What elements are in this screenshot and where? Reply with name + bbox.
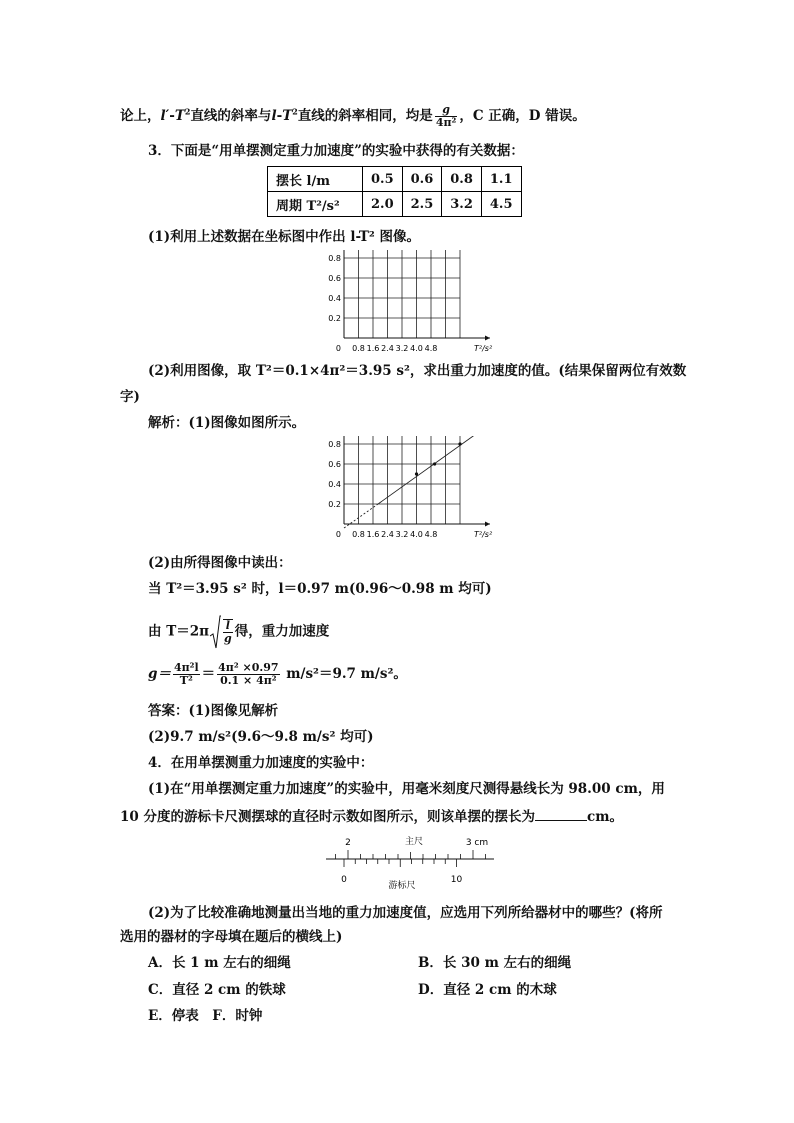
main-scale-label-2: 2 <box>345 838 351 848</box>
x-tick-label: 0.8 <box>352 344 365 353</box>
fraction-1: $\frac{\text{4π²l}}{\text{T²}}$ <box>173 661 199 687</box>
data-table <box>267 166 522 217</box>
x-tick-label: 2.4 <box>381 344 394 353</box>
vernier-caliper-diagram <box>324 832 498 890</box>
main-scale-title: 主尺 <box>404 837 424 847</box>
table-cell: 1.1 <box>481 167 521 192</box>
table-cell: 2.5 <box>402 192 442 217</box>
question-4-part-1: (1)在“用单摆测定重力加速度”的实验中，用毫米刻度尺测得悬线长为 98.00 cm，用 <box>148 781 665 797</box>
solution-grid-chart <box>318 436 504 540</box>
fraction-2: $\frac{\text{4π² ×0.97}}{\text{0.1 × 4π²}}$ <box>218 661 279 687</box>
sqrt-sign-icon <box>209 614 221 650</box>
data-point <box>433 462 436 465</box>
origin-label: 0 <box>335 530 341 539</box>
x-tick-label: 2.4 <box>381 530 394 539</box>
y-tick-label: 0.2 <box>328 314 341 323</box>
solution-2: (2)由所得图像中读出： <box>148 555 292 571</box>
option-b: B．长 30 m 左右的细绳 <box>418 955 572 971</box>
question-3-title: 3．下面是“用单摆测定重力加速度”的实验中获得的有关数据： <box>148 143 524 159</box>
question-4-title: 4．在用单摆测重力加速度的实验中： <box>148 755 374 771</box>
x-tick-label: 4.8 <box>424 344 438 353</box>
answer-blank[interactable] <box>535 808 587 821</box>
question-4-part-1-cont: 10 分度的游标卡尺测摆球的直径时示数如图所示，则该单摆的摆长为 cm。 <box>120 809 624 825</box>
y-tick-label: 0.4 <box>328 480 341 489</box>
table-cell: 0.5 <box>363 167 403 192</box>
x-axis-arrow-icon <box>485 336 490 341</box>
x-tick-label: 0.8 <box>352 530 365 539</box>
x-axis-label: T²/s² <box>474 530 493 539</box>
vernier-label-10: 10 <box>450 875 463 885</box>
table-cell: 2.0 <box>363 192 403 217</box>
data-point <box>415 472 418 475</box>
question-3-part-2: (2)利用图像，取 T²＝0.1×4π²＝3.95 s²，求出重力加速度的值。(结果保留两位有效数 <box>148 363 687 379</box>
option-a: A．长 1 m 左右的细绳 <box>148 955 291 971</box>
vernier-label-0: 0 <box>341 875 347 885</box>
solution-4: 由 T＝2π $\frac{l}{g}$ 得，重力加速度 <box>148 614 329 650</box>
vernier-scale-title: 游标尺 <box>388 881 416 890</box>
fraction-l-over-g: $\frac{l}{g}$ <box>224 619 232 645</box>
row-label-period: 周期 T²/s² <box>268 192 363 217</box>
y-tick-label: 0.4 <box>328 294 341 303</box>
empty-grid-chart <box>318 250 504 354</box>
y-tick-label: 0.2 <box>328 500 341 509</box>
question-3-part-2-cont: 字) <box>120 389 140 405</box>
x-tick-label: 1.6 <box>366 530 380 539</box>
y-tick-label: 0.8 <box>328 254 341 263</box>
main-scale-label-3cm: 3 cm <box>465 838 489 848</box>
table-row <box>268 167 522 192</box>
question-4-part-2-cont: 选用的器材的字母填在题后的横线上) <box>120 929 343 945</box>
question-3-part-1: (1)利用上述数据在坐标图中作出 l-T² 图像。 <box>148 229 421 245</box>
fraction-g-over-4pi2: $\frac{g}{\text{4π²}}$ <box>435 103 457 129</box>
table-cell: 0.8 <box>442 167 482 192</box>
x-axis-arrow-icon <box>485 522 490 527</box>
y-tick-label: 0.6 <box>328 274 341 283</box>
origin-label: 0 <box>335 344 341 353</box>
solution-1: 解析：(1)图像如图所示。 <box>148 415 306 431</box>
fit-line <box>377 436 504 505</box>
table-row <box>268 192 522 217</box>
x-tick-label: 4.0 <box>410 344 423 353</box>
solution-3: 当 T²＝3.95 s² 时，l＝0.97 m(0.96～0.98 m 均可) <box>148 581 492 597</box>
x-tick-label: 4.8 <box>424 530 438 539</box>
row-label-length: 摆长 l/m <box>268 167 363 192</box>
fit-line-extension <box>344 505 377 528</box>
solution-5: g＝ $\frac{\text{4π²l}}{\text{T²}}$ ＝ $\frac{\text{4π² ×0.97}}{\text{0.1 × 4π²}}$ m/s²＝9.7 m/s²。 <box>148 661 407 687</box>
x-tick-label: 3.2 <box>395 530 409 539</box>
table-cell: 0.6 <box>402 167 442 192</box>
option-c: C．直径 2 cm 的铁球 <box>148 982 286 998</box>
x-tick-label: 4.0 <box>410 530 423 539</box>
y-tick-label: 0.8 <box>328 440 341 449</box>
answer-1: 答案：(1)图像见解析 <box>148 703 279 719</box>
answer-2: (2)9.7 m/s²(9.6～9.8 m/s² 均可) <box>148 729 374 745</box>
question-4-part-2: (2)为了比较准确地测量出当地的重力加速度值，应选用下列所给器材中的哪些？(将所 <box>148 905 663 921</box>
y-tick-label: 0.6 <box>328 460 341 469</box>
intro-line: 论上，$l'-T^2$直线的斜率与$l-T^2$直线的斜率相同，均是 $\frac{g}{\text{4π²}}$ ，C 正确，D 错误。 <box>120 103 586 129</box>
table-cell: 3.2 <box>442 192 482 217</box>
option-d: D．直径 2 cm 的木球 <box>418 982 557 998</box>
x-tick-label: 3.2 <box>395 344 409 353</box>
data-point <box>458 442 461 445</box>
option-e-f: E．停表 F．时钟 <box>148 1008 263 1024</box>
x-axis-label: T²/s² <box>474 344 493 353</box>
table-cell: 4.5 <box>481 192 521 217</box>
x-tick-label: 1.6 <box>366 344 380 353</box>
